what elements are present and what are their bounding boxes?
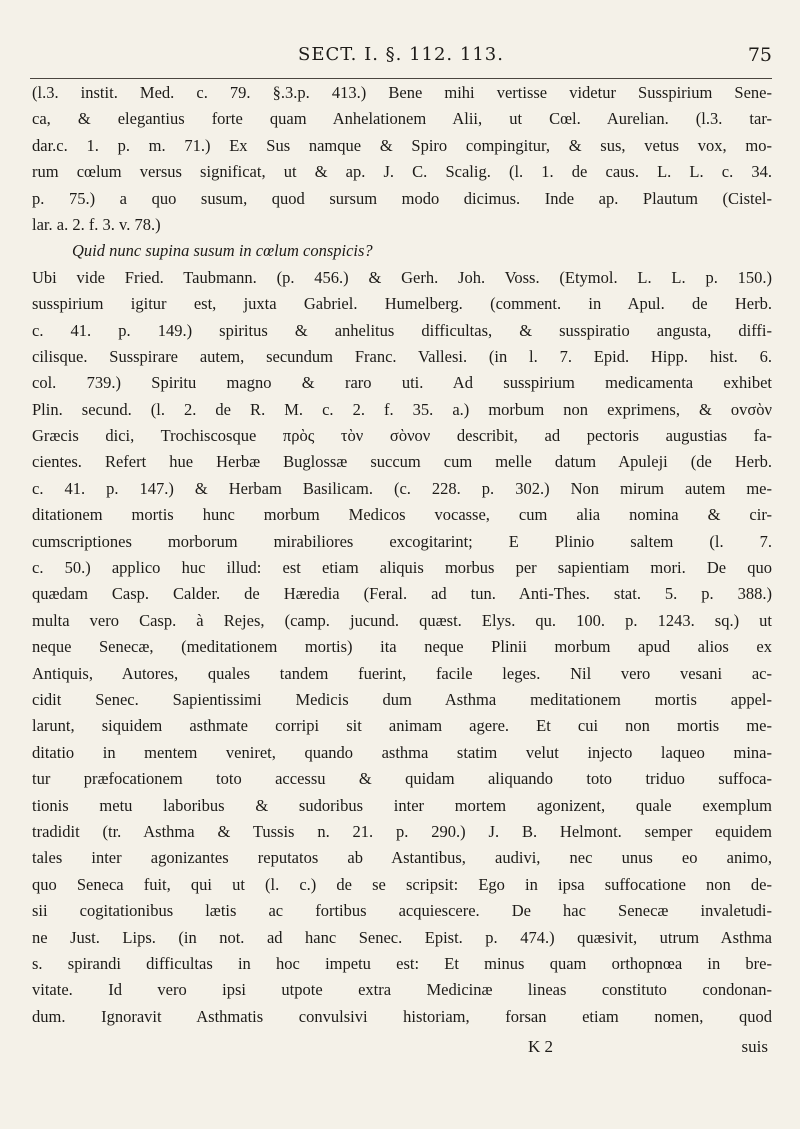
text-line: susspirium igitur est, juxta Gabriel. Humelberg. (comment. in Apul. de Herb. bbox=[32, 294, 772, 314]
text-line: dar.c. 1. p. m. 71.) Ex Sus namque & Spiro compingitur, & sus, vetus vox, mo- bbox=[32, 135, 772, 155]
text-line: cientes. Refert hue Herbæ Buglossæ succum cum melle datum Apuleji (de Herb. bbox=[32, 452, 772, 472]
signature-mark: K 2 bbox=[528, 1037, 554, 1056]
quoted-verse: Quid nunc supina susum in cœlum conspicis? bbox=[72, 241, 373, 261]
text-line: ca, & elegantius forte quam Anhelationem Alii, ut Cœl. Aurelian. (l.3. tar- bbox=[32, 109, 772, 129]
text-line: col. 739.) Spiritu magno & raro uti. Ad susspirium medicamenta exhibet bbox=[32, 373, 772, 393]
text-line: multa vero Casp. à Rejes, (camp. jucund. quæst. Elys. qu. 100. p. 1243. sq.) ut bbox=[32, 610, 772, 630]
text-line: cidit Senec. Sapientissimi Medicis dum Asthma meditationem mortis appel- bbox=[32, 689, 772, 709]
text-line: Græcis dici, Trochiscosque πρὸς τὸν σὸνον describit, ad pectoris augustias fa- bbox=[32, 426, 772, 446]
body-text bbox=[32, 80, 772, 1056]
text-line: Plin. secund. (l. 2. de R. M. c. 2. f. 35. a.) morbum non exprimens, & ovσὸν bbox=[32, 399, 772, 419]
page-footer bbox=[32, 1034, 772, 1060]
text-line: (l.3. instit. Med. c. 79. §.3.p. 413.) Bene mihi vertisse videtur Susspirium Sene- bbox=[32, 83, 772, 102]
text-line: Ubi vide Fried. Taubmann. (p. 456.) & Gerh. Joh. Voss. (Etymol. L. L. p. 150.) bbox=[32, 267, 772, 287]
text-line: quo Seneca fuit, qui ut (l. c.) de se scripsit: Ego in ipsa suffocatione non de- bbox=[32, 874, 772, 894]
text-line: cilisque. Susspirare autem, secundum Franc. Vallesi. (in l. 7. Epid. Hipp. hist. 6. bbox=[32, 346, 772, 366]
text-line: s. spirandi difficultas in hoc impetu est: Et minus quam orthopnœa in bre- bbox=[32, 953, 772, 973]
text-line: p. 75.) a quo susum, quod sursum modo dicimus. Inde ap. Plautum (Cistel- bbox=[32, 188, 772, 208]
text-line: sii cogitationibus lætis ac fortibus acquiescere. De hac Senecæ invaletudi- bbox=[32, 901, 772, 921]
header-rule bbox=[30, 78, 772, 79]
text-line: ditationem mortis hunc morbum Medicos vocasse, cum alia nomina & cir- bbox=[32, 505, 772, 525]
text-line: ditatio in mentem veniret, quando asthma statim velut injecto laqueo mina- bbox=[32, 742, 772, 762]
text-line: c. 41. p. 147.) & Herbam Basilicam. (c. 228. p. 302.) Non mirum autem me- bbox=[32, 478, 772, 498]
running-head: SECT. I. §. 112. 113. bbox=[298, 44, 504, 65]
text-line: larunt, siquidem asthmate corripi sit animam agere. Et cui non mortis me- bbox=[32, 716, 772, 736]
text-line: tionis metu laboribus & sudoribus inter mortem agonizent, quale exemplum bbox=[32, 795, 772, 815]
page-header bbox=[30, 44, 772, 74]
text-line: vitate. Id vero ipsi utpote extra Medicinæ lineas constituto condonan- bbox=[32, 980, 772, 1000]
text-line: dum. Ignoravit Asthmatis convulsivi historiam, forsan etiam nomen, quod bbox=[32, 1006, 772, 1026]
text-line: lar. a. 2. f. 3. v. 78.) bbox=[32, 214, 161, 234]
page-number: 75 bbox=[747, 44, 772, 66]
text-line: neque Senecæ, (meditationem mortis) ita neque Plinii morbum apud alios ex bbox=[32, 637, 772, 657]
text-line: cumscriptiones morborum mirabiliores excogitarint; E Plinio saltem (l. 7. bbox=[32, 531, 772, 551]
text-line: tradidit (tr. Asthma & Tussis n. 21. p. 290.) J. B. Helmont. semper equidem bbox=[32, 821, 772, 841]
text-line: c. 50.) applico huc illud: est etiam aliquis morbus per sapientiam mori. De quo bbox=[32, 558, 772, 578]
text-line: rum cœlum versus significat, ut & ap. J. C. Scalig. (l. 1. de caus. L. L. c. 34. bbox=[32, 162, 772, 182]
catchword: suis bbox=[741, 1037, 768, 1056]
text-line: tur præfocationem toto accessu & quidam aliquando toto triduo suffoca- bbox=[32, 769, 772, 789]
text-line: ne Just. Lips. (in not. ad hanc Senec. Epist. p. 474.) quæsivit, utrum Asthma bbox=[32, 927, 772, 947]
text-line: tales inter agonizantes reputatos ab Astantibus, audivi, nec unus eo animo, bbox=[32, 848, 772, 868]
text-line: quædam Casp. Calder. de Hæredia (Feral. ad tun. Anti-Thes. stat. 5. p. 388.) bbox=[32, 584, 772, 604]
text-line: Antiquis, Autores, quales tandem fuerint, facile leges. Nil vero vesani ac- bbox=[32, 663, 772, 683]
text-line: c. 41. p. 149.) spiritus & anhelitus difficultas, & susspiratio angusta, diffi- bbox=[32, 320, 772, 340]
